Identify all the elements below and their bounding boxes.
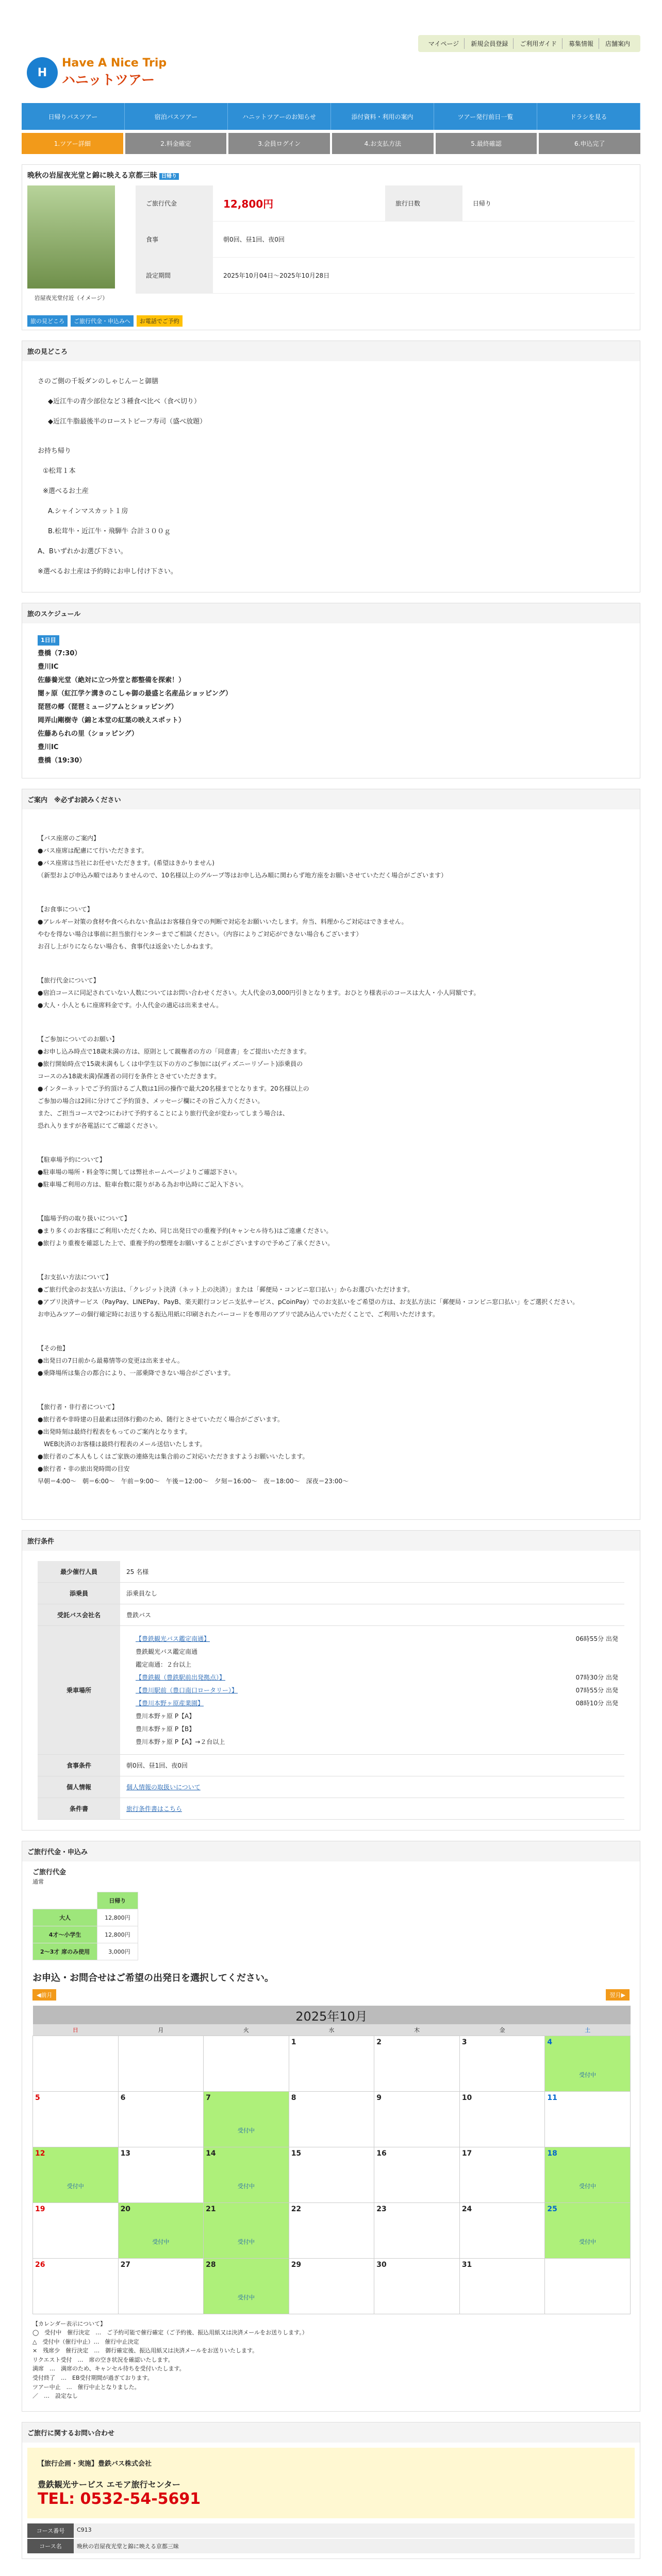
day-number: 2	[376, 2038, 382, 2046]
calendar-month: 2025年10月	[33, 2006, 631, 2024]
calendar-day	[33, 2258, 119, 2314]
calendar-day[interactable]	[204, 2091, 289, 2147]
calendar-day[interactable]	[118, 2202, 204, 2258]
calendar-day	[118, 2036, 204, 2091]
day-number: 29	[291, 2260, 302, 2269]
step-5: 5.最終確認	[436, 133, 537, 154]
price-label: ご旅行代金	[136, 185, 213, 221]
course-code-label: コース番号	[27, 2523, 74, 2538]
next-month-button[interactable]: 翌月▶	[606, 1989, 630, 2001]
legend-line: × 残席少 催行決定 … 御行確定後、振込用紙又は決済メールをお送りいたします。	[32, 2347, 258, 2354]
boarding-stop: 豊川本野ヶ原 P【A】	[136, 1713, 195, 1720]
day-number: 19	[35, 2205, 45, 2213]
note-paragraph: 【その他】 ●出発日の7日前から最募情等の変更は出来ません。 ●乗降場所は集合の都合により、一部乗降できない場合がございます。	[38, 1345, 235, 1377]
days-value: 日帰り	[473, 200, 492, 207]
calendar-day[interactable]	[545, 2202, 631, 2258]
schedule-stop: 豊川IC	[38, 663, 59, 671]
logo-name: ハニットツアー	[62, 73, 155, 88]
highlights-button[interactable]: 旅の見どころ	[27, 315, 68, 327]
legend-line: 【カレンダー表示について】	[32, 2320, 106, 2327]
calendar-day	[289, 2202, 374, 2258]
day-number: 15	[291, 2149, 302, 2158]
calendar-day	[33, 2091, 119, 2147]
day-number: 5	[35, 2093, 40, 2102]
nav-flyers[interactable]: ドラシを見る	[537, 103, 640, 130]
price-row-value: 3,000円	[97, 1943, 138, 1960]
calendar-legend	[32, 2319, 630, 2401]
day-status: 受付中	[237, 2182, 255, 2190]
conditions-section	[22, 1530, 640, 1831]
day-number: 10	[461, 2093, 472, 2102]
day-number: 11	[547, 2093, 557, 2102]
day-number: 24	[461, 2205, 472, 2213]
calendar-day	[459, 2036, 545, 2091]
step-3: 3.会員ログイン	[228, 133, 330, 154]
booking-steps	[22, 133, 640, 154]
calendar-day[interactable]	[545, 2147, 631, 2202]
day-number: 12	[35, 2149, 45, 2158]
legend-line: △ 受付中（催行中止）… 催行中止決定	[32, 2338, 139, 2345]
schedule-stop: 岡弄山剛樹寺（錦と本堂の紅葉の映えスポット）	[38, 717, 186, 724]
schedule-stop: 琵琶の郷（琵琶ミュージアムとショッピング）	[38, 703, 178, 711]
phone-reserve-button[interactable]: お電話でご予約	[137, 315, 183, 327]
notes-heading: ご案内 ※必ずお読みください	[22, 789, 640, 809]
day-status: 受付中	[237, 2127, 255, 2134]
boarding-stop: 豊川本野ヶ原 P【B】	[136, 1725, 195, 1733]
note-paragraph: 【ご参加についてのお願い】 ●お申し込み時点で18歳未満の方は、原則として親権者の方の「同意書」をご提出いただきます。 ●旅行開始時点で15歳未満もしくは中学生以下の方のご参加には(ディズニーリゾート)添乗員の コースのみ18歳未満)保護者の同行を条件とさせていただきます。 ●インターネットでご予約頂けるご人数は1回の操作で最大20名様までとなります。20名様以上の ご参加の場合は2回に分けてご予約頂き、メッセージ欄にその旨ご入力ください。 また、ご担当コースで2つにわけて予約することにより旅行代金が変わってしまう場合は、 恐れ入りますが各電話にてご確認ください。	[38, 1036, 310, 1129]
period-value: 2025年10月04日〜2025年10月28日	[223, 272, 330, 279]
day-number: 22	[291, 2205, 302, 2213]
price-value: 12,800円	[223, 198, 274, 210]
travel-center: 豊鉄観光サービス エモア旅行センター	[38, 2479, 180, 2489]
price-row-label: 2〜3才 席のみ使用	[33, 1943, 97, 1960]
highlight-line: A、Bいずれかお選び下さい。	[38, 548, 127, 555]
calendar-day	[204, 2036, 289, 2091]
weekday-header: 木	[374, 2024, 460, 2036]
cond-label: 個人情報	[38, 1776, 120, 1798]
price-table	[32, 1892, 138, 1960]
conditions-heading: 旅行条件	[22, 1531, 640, 1551]
calendar-day	[459, 2258, 545, 2314]
schedule-stop: 佐藤養光堂（絶対に立つ外堂と都整備を探索！）	[38, 676, 186, 684]
organizer: 【旅行企画・実施】豊鉄バス株式会社	[38, 2460, 152, 2468]
tour-title: 晩秋の岩屋夜光堂と錦に映える京都三昧	[27, 172, 157, 180]
cond-label: 受託バス会社名	[38, 1604, 120, 1625]
tour-badge: 日帰り	[159, 173, 179, 180]
day-status: 受付中	[579, 2238, 597, 2245]
weekday-header: 土	[545, 2024, 631, 2036]
boarding-stop-link[interactable]: 【豊川駅前（豊口南口ロータリー）】	[136, 1687, 238, 1694]
schedule-stop: 豊川IC	[38, 743, 59, 751]
calendar-day	[33, 2202, 119, 2258]
calendar-day[interactable]	[204, 2202, 289, 2258]
tour-photo	[27, 185, 115, 301]
weekday-header: 水	[289, 2024, 374, 2036]
cond-value: 豊鉄バス	[126, 1612, 152, 1619]
highlight-line: さのご側の千坂ダンのしゃじんーと御膳	[38, 378, 159, 385]
boarding-time: 06時55分 出発	[575, 1635, 618, 1642]
highlight-line: A.シャインマスカット１房	[48, 507, 128, 515]
course-name-label: コース名	[27, 2539, 74, 2553]
contact-heading: ご旅行に関するお問い合わせ	[22, 2422, 640, 2443]
price-row-label: 大人	[33, 1909, 97, 1926]
meal-label: 食事	[136, 222, 213, 257]
weekday-header: 火	[204, 2024, 289, 2036]
price-type: 通常	[32, 1878, 44, 1885]
day-number: 14	[206, 2149, 216, 2158]
highlight-line: ※選べるお土産	[43, 487, 89, 495]
day-number: 26	[35, 2260, 45, 2269]
price-section	[22, 1841, 640, 2412]
boarding-stop: 豊川本野ヶ原 P【A】→２台以上	[136, 1738, 225, 1745]
note-paragraph: 【旅行者・非行者について】 ●旅行者や非時建の目最素は団体行動のため、随行とさせていただく場合がございます。 ●出発時刻は最終行程表をもってのご案内となります。 WEB決済のお客様は最終行程表のメール送信いたします。 ●旅行者のご本人もしくはご家族の連絡先は集合前のご対応いただきますようお願いいたします。 ●旅行者・非の旅出発時間の目安 早朝＝4:00〜 朝＝6:00〜 午前＝9:00〜 午後＝12:00〜 夕刻＝16:00〜 夜＝18:00〜 深夜＝23:00〜	[38, 1403, 349, 1485]
photo-caption: 岩屋夜光堂付近（イメージ）	[34, 295, 108, 301]
top-links	[418, 35, 640, 52]
schedule-stop: 豊橋（19:30）	[38, 757, 86, 765]
price-sub: ご旅行代金	[32, 1869, 67, 1876]
boarding-time: 07時30分 出発	[575, 1674, 618, 1681]
course-name: 晩秋の岩屋夜光堂と錦に映える京都三昧	[74, 2539, 635, 2553]
cond-label: 最少催行人員	[38, 1561, 120, 1582]
calendar-day	[289, 2036, 374, 2091]
day-status: 受付中	[237, 2238, 255, 2245]
cond-label: 条件書	[38, 1798, 120, 1819]
calendar-day	[374, 2202, 460, 2258]
day-status: 受付中	[152, 2238, 170, 2245]
price-heading: ご旅行代金・申込み	[22, 1841, 640, 1861]
calendar-day[interactable]	[204, 2258, 289, 2314]
price-col-header: 日帰り	[97, 1892, 138, 1909]
day-number: 1	[291, 2038, 296, 2046]
highlights-heading: 旅の見どころ	[22, 341, 640, 361]
meal-value: 朝0回、昼1回、夜0回	[223, 236, 285, 243]
boarding-time: 08時10分 出発	[575, 1700, 618, 1707]
calendar-day	[289, 2147, 374, 2202]
day-number: 7	[206, 2093, 211, 2102]
boarding-time: 07時55分 出発	[575, 1687, 618, 1694]
note-paragraph: 【臨場予約の取り扱いについて】 ●まり多くのお客様にご利用いただくため、同じ出発日での重複予約(キャンセル待ち)はご遠慮ください。 ●旅行より重複を確認した上で、重複予約の整理をお願いすることがございますので予めご了承ください。	[38, 1215, 334, 1247]
calendar-day[interactable]	[545, 2036, 631, 2091]
weekday-header: 金	[459, 2024, 545, 2036]
highlight-line: B.松茸牛・近江牛・飛騨牛 合計３００ｇ	[48, 528, 171, 535]
calendar-day	[459, 2202, 545, 2258]
boarding-stop-link[interactable]: 【豊川本野ヶ原産業園】	[136, 1700, 204, 1707]
calendar-day[interactable]	[33, 2147, 119, 2202]
logo-tagline: Have A Nice Trip	[62, 57, 167, 70]
store-link[interactable]: 店舗案内	[605, 40, 630, 47]
calendar-day	[374, 2091, 460, 2147]
calendar-day	[118, 2258, 204, 2314]
nav-departures[interactable]: ツアー発行前日一覧	[434, 103, 537, 130]
legend-line: ◯ 受付中 催行決定 … ご予約可能で催行確定（ご予約後、振込用紙又は決済メールをお送りします。）	[32, 2329, 308, 2336]
price-apply-button[interactable]: ご旅行代金・申込みへ	[71, 315, 134, 327]
day-number: 20	[120, 2205, 131, 2213]
calendar-day	[374, 2258, 460, 2314]
boarding-stop-link[interactable]: 【豊鉄観光バス鑑定南通】	[136, 1635, 210, 1642]
calendar-day	[545, 2258, 631, 2314]
calendar-day	[545, 2091, 631, 2147]
highlight-line: お持ち帰り	[38, 447, 72, 455]
weekday-header: 日	[33, 2024, 119, 2036]
price-row-value: 12,800円	[97, 1926, 138, 1943]
day-number: 18	[547, 2149, 557, 2158]
site-logo[interactable]	[27, 57, 167, 89]
note-paragraph: 【お支払い方法について】 ●ご旅行代金のお支払い方法は、「クレジット決済（ネット上の決済）」または「郵便局・コンビニ窓口払い」からお選びいただけます。 ●アプリ決済サービス（PayPay、LINEPay、PayB、楽天銀行コンビニ支払サービス、pCoinPay）でのお支払いをご希望の方は、お支払方法に「郵便局・コンビニ窓口払い」をご選択ください。 お申込みツアーの個行確定時にお送りする振込用紙に印刷されたバーコードを専用のアプリで読み込んでいただくことで、ご利用いただけます。	[38, 1274, 579, 1318]
privacy-link[interactable]: 個人情報の取扱いについて	[126, 1784, 201, 1791]
day-status: 受付中	[237, 2294, 255, 2301]
legend-line: ／ … 設定なし	[32, 2393, 78, 2400]
step-2: 2.料金確定	[125, 133, 227, 154]
calendar-day	[289, 2091, 374, 2147]
calendar-title: お申込・お問合せはご希望の出発日を選択してください。	[32, 1973, 274, 1984]
day-number: 9	[376, 2093, 382, 2102]
day-number: 25	[547, 2205, 557, 2213]
period-label: 設定期間	[136, 258, 213, 293]
day-number: 16	[376, 2149, 387, 2158]
schedule-stop: 佐藤あられの里（ショッピング）	[38, 730, 138, 738]
day-number: 3	[461, 2038, 467, 2046]
day-number: 21	[206, 2205, 216, 2213]
day-number: 4	[547, 2038, 553, 2046]
day-badge: 1日目	[38, 635, 59, 646]
weekday-header: 月	[118, 2024, 204, 2036]
legend-line: 満席 … 満席のため、キャンセル待ちを受付いたします。	[32, 2365, 185, 2372]
calendar-day	[374, 2036, 460, 2091]
guide-link[interactable]: ご利用ガイド	[515, 38, 562, 49]
day-status: 受付中	[579, 2071, 597, 2078]
recruit-link[interactable]: 募集情報	[564, 38, 599, 49]
step-1: 1.ツアー詳細	[22, 133, 123, 154]
day-status: 受付中	[67, 2182, 84, 2190]
price-row-value: 12,800円	[97, 1909, 138, 1926]
calendar-day	[459, 2147, 545, 2202]
day-number: 27	[120, 2260, 131, 2269]
day-number: 30	[376, 2260, 387, 2269]
main-nav	[22, 103, 640, 130]
highlight-line: ①松茸１本	[43, 467, 76, 475]
note-paragraph: 【お食事について】 ●アレルギー対策の食材や食べられない食品はお客様自身での判断で対応をお願いいたします。弁当、料理からご対応はできません。 やむを得ない場合は事前に担当旅行センターまでご相談ください。（内容によりご対応ができない場合もございます） お召し上がりにならない場合も、食事代は返金いたしかねます。	[38, 906, 408, 950]
day-number: 6	[120, 2093, 126, 2102]
day-status: 受付中	[579, 2182, 597, 2190]
nav-day-tours[interactable]: 日帰りバスツアー	[22, 103, 125, 130]
boarding-label: 乗車場所	[38, 1626, 120, 1754]
days-label: 旅行日数	[385, 185, 462, 221]
day-number: 31	[461, 2260, 472, 2269]
nav-stay-tours[interactable]: 宿泊バスツアー	[125, 103, 228, 130]
calendar-day	[374, 2147, 460, 2202]
mypage-link[interactable]: マイページ	[423, 38, 465, 49]
highlights-section	[22, 341, 640, 592]
boarding-stop: 鑑定南通：２台以上	[136, 1661, 192, 1668]
calendar-day	[459, 2091, 545, 2147]
day-number: 28	[206, 2260, 216, 2269]
day-number: 23	[376, 2205, 387, 2213]
cond-label: 食事条件	[38, 1755, 120, 1776]
terms-link[interactable]: 旅行条件書はこちら	[126, 1805, 183, 1812]
calendar-day	[289, 2258, 374, 2314]
note-paragraph: 【駐車場予約について】 ●駐車場の場所・料金等に関しては弊社ホームページよりご確認下さい。 ●駐車場ご利用の方は、駐車台数に限りがある為お申込時にご記入下さい。	[38, 1156, 247, 1188]
step-6: 6.申込完了	[539, 133, 640, 154]
legend-line: リクエスト受付 … 席の空き状況を確認いたします。	[32, 2356, 174, 2363]
highlight-line: ◆近江牛の青少部位など３種食べ比べ（食べ切り）	[48, 398, 201, 405]
boarding-stop-link[interactable]: 【豊鉄観（豊鉄駅前出発拠点）】	[136, 1674, 226, 1681]
register-link[interactable]: 新規会員登録	[466, 38, 514, 49]
nav-docs[interactable]: 添付資料・利用の案内	[331, 103, 434, 130]
cond-value: 朝0回、昼1回、夜0回	[126, 1762, 188, 1769]
schedule-stop: 闇ヶ原（紅江学ケ溝きのこしゃ御の最盛と名産品ショッピング）	[38, 690, 232, 698]
course-code: C913	[74, 2523, 635, 2538]
calendar-day[interactable]	[204, 2147, 289, 2202]
phone-number[interactable]: TEL: 0532-54-5691	[38, 2489, 201, 2508]
cond-value: 25 名様	[126, 1568, 149, 1575]
boarding-stop: 豊鉄観光バス鑑定南通	[136, 1648, 198, 1655]
cond-value: 添乗員なし	[126, 1590, 158, 1597]
day-number: 8	[291, 2093, 296, 2102]
logo-mark-icon: H	[27, 57, 58, 88]
calendar-day	[33, 2036, 119, 2091]
legend-line: 受付終了 … EB受付期間が過ぎております。	[32, 2375, 153, 2382]
note-paragraph: 【バス座席のご案内】 ●バス座席は配慮にて行いただきます。 ●バス座席は当社にお任せいただきます。(希望はきかりません) （新型および申込み順ではありませんので、10名様以上のグループ等はお申し込み順に関わらず地方座をお願いさせていただく場合がございます）	[38, 835, 448, 879]
highlight-line: ※選べるお土産は予約時にお申し付け下さい。	[38, 568, 177, 575]
calendar-day	[118, 2091, 204, 2147]
day-number: 17	[461, 2149, 472, 2158]
schedule-section	[22, 603, 640, 778]
note-paragraph: 【旅行代金について】 ●宿泊コースに同記されていない人数についてはお問い合わせください。大人代金の3,000円引きとなります。おひとり様表示のコースは大人・小人同額です。 ●大人・小人ともに座席料金です。小人代金の適応は出来ません。	[38, 977, 480, 1009]
price-row-label: 4才〜小学生	[33, 1926, 97, 1943]
site-header	[22, 0, 640, 103]
day-number: 13	[120, 2149, 131, 2158]
legend-line: ツアー中止 … 催行中止となりました。	[32, 2383, 140, 2391]
step-4: 4.お支払方法	[332, 133, 434, 154]
contact-section	[22, 2422, 640, 2559]
prev-month-button[interactable]: ◀前月	[32, 1989, 56, 2001]
departure-calendar	[32, 2006, 631, 2314]
calendar-day	[118, 2147, 204, 2202]
highlight-line: ◆近江牛脂最後半のローストビーフ寿司（盛べ放題）	[48, 418, 207, 426]
schedule-stop: 豊橋（7:30）	[38, 650, 81, 657]
cond-label: 添乗員	[38, 1583, 120, 1604]
schedule-heading: 旅のスケジュール	[22, 603, 640, 623]
notes-section	[22, 789, 640, 1520]
tour-summary	[22, 164, 640, 330]
nav-news[interactable]: ハニットツアーのお知らせ	[228, 103, 331, 130]
